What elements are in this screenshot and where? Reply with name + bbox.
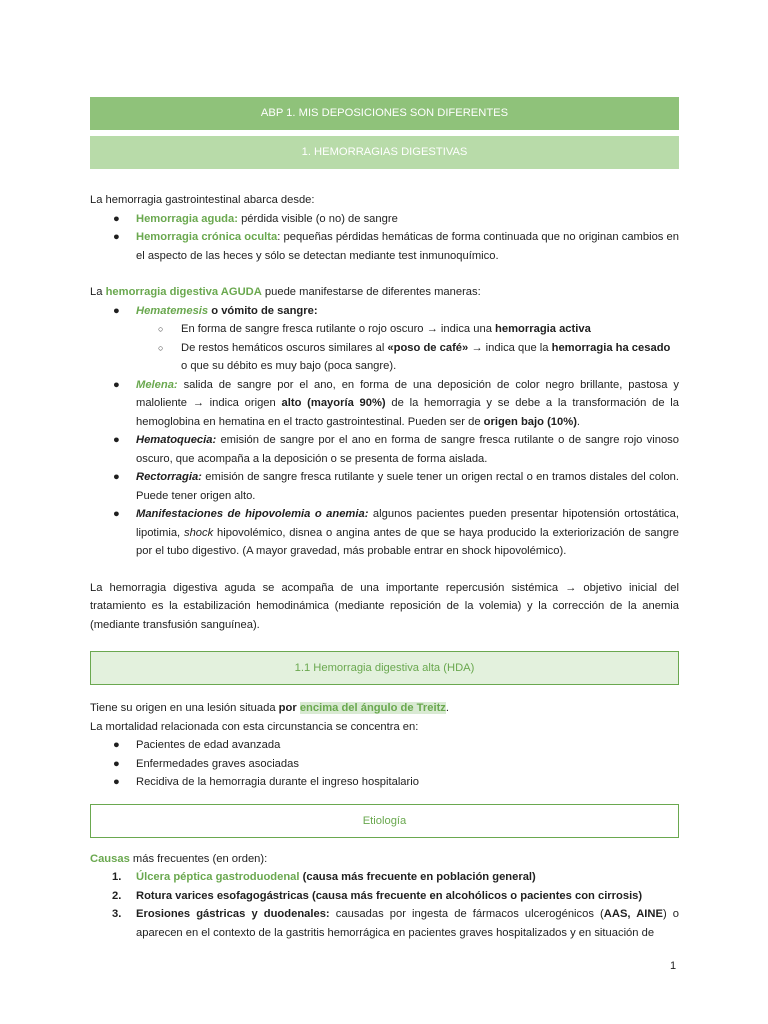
bullet-icon: ●: [113, 212, 120, 225]
causas-list: [90, 868, 679, 942]
repercusion-paragraph: La hemorragia digestiva aguda se acompaña de una importante repercusión sistémica → objetivo inicial del tratamiento es la estabilización hemodinámica (mediante reposición de la volemia) y la corrección de la anemia (mediante transfusión sanguínea).: [90, 581, 679, 631]
list-item: ● Recidiva de la hemorragia durante el ingreso hospitalario: [90, 773, 679, 792]
list-item-hipovolemia: ● Manifestaciones de hipovolemia o anemia: algunos pacientes pueden presentar hipotensión ortostática, lipotimia, shock hipovolémico, disnea o angina antes de que se haya producido la exteriorización de sangre por el tubo digestivo. (A mayor gravedad, más probable entrar en shock hipovolémico).: [90, 505, 679, 561]
list-item: ● Enfermedades graves asociadas: [90, 755, 679, 774]
bullet-icon: ●: [113, 378, 120, 391]
hda-origen: Tiene su origen en una lesión situada por encima del ángulo de Treitz.: [90, 702, 450, 714]
list-item-rectorragia: ● Rectorragia: emisión de sangre fresca rutilante y suele tener un origen rectal o en tramos distales del colon. Puede tener origen alto.: [90, 468, 679, 505]
list-item-hematoquecia: ● Hematoquecia: emisión de sangre por el ano en forma de sangre fresca rutilante o de sangre rojo vinoso oscuro, que acompaña a la deposición o se presenta de forma aislada.: [90, 431, 679, 468]
list-item: 2. Rotura varices esofagogástricas (causa más frecuente en alcohólicos o pacientes con cirrosis): [112, 889, 643, 902]
aguda-intro: La hemorragia digestiva AGUDA puede manifestarse de diferentes maneras:: [90, 286, 481, 298]
list-item: ● Hemorragia aguda: pérdida visible (o no) de sangre: [90, 210, 679, 229]
list-item: ○ En forma de sangre fresca rutilante o rojo oscuro → indica una hemorragia activa: [136, 320, 679, 339]
list-item-melena: ● Melena: salida de sangre por el ano, en forma de una deposición de color negro brillante, pastosa y maloliente → indica origen alto (mayoría 90%) de la hemorragia y se debe a la transformación de la hemoglobina en hematina en el tracto gastrointestinal. Pueden ser de origen bajo (10%).: [90, 376, 679, 432]
bullet-icon: ●: [113, 739, 120, 751]
hda-mortalidad: La mortalidad relacionada con esta circunstancia se concentra en:: [90, 720, 419, 733]
hda-heading: 1.1 Hemorragia digestiva alta (HDA): [90, 651, 679, 685]
hematemesis-sublist: [136, 320, 679, 376]
circle-bullet-icon: ○: [158, 324, 164, 334]
section-banner: 1. HEMORRAGIAS DIGESTIVAS: [90, 136, 679, 169]
bullet-icon: ●: [113, 471, 120, 483]
list-item-hematemesis: ● Hematemesis o vómito de sangre: ○ En forma de sangre fresca rutilante o rojo oscuro → indica una hemorragia activa ○ De restos hemáticos oscuros similares al «poso de café» → indica que la hemorragia ha cesado o que su débito es muy bajo (poca sangre).: [90, 302, 679, 376]
causas-intro: Causas más frecuentes (en orden):: [90, 852, 268, 865]
list-item: ● Hemorragia crónica oculta: pequeñas pérdidas hemáticas de forma continuada que no originan cambios en el aspecto de las heces y sólo se detectan mediante test inmunoquímico.: [90, 228, 679, 265]
circle-bullet-icon: ○: [158, 342, 164, 353]
hda-list: [90, 736, 679, 792]
bullet-icon: ●: [113, 434, 120, 446]
bullet-icon: ●: [113, 508, 120, 520]
main-banner: ABP 1. MIS DEPOSICIONES SON DIFERENTES: [90, 97, 679, 130]
intro-list: [90, 210, 679, 266]
bullet-icon: ●: [113, 304, 120, 317]
aguda-list: [90, 302, 679, 561]
intro-text: La hemorragia gastrointestinal abarca desde:: [90, 194, 315, 206]
list-item: 1. Úlcera péptica gastroduodenal (causa más frecuente en población general): [112, 871, 536, 883]
page-number: 1: [670, 960, 677, 972]
document-page: [90, 97, 679, 942]
list-item: 3. Erosiones gástricas y duodenales: causadas por ingesta de fármacos ulcerogénicos (AAS, AINE) o aparecen en el contexto de la gastritis hemorrágica en pacientes graves hospitalizados y en situación de: [112, 908, 679, 939]
bullet-icon: ●: [113, 231, 120, 243]
list-item: ● Pacientes de edad avanzada: [90, 736, 679, 755]
list-item: ○ De restos hemáticos oscuros similares al «poso de café» → indica que la hemorragia ha cesado o que su débito es muy bajo (poca sangre).: [136, 339, 679, 376]
etiologia-heading: Etiología: [90, 804, 679, 838]
bullet-icon: ●: [113, 757, 120, 770]
bullet-icon: ●: [113, 776, 120, 788]
